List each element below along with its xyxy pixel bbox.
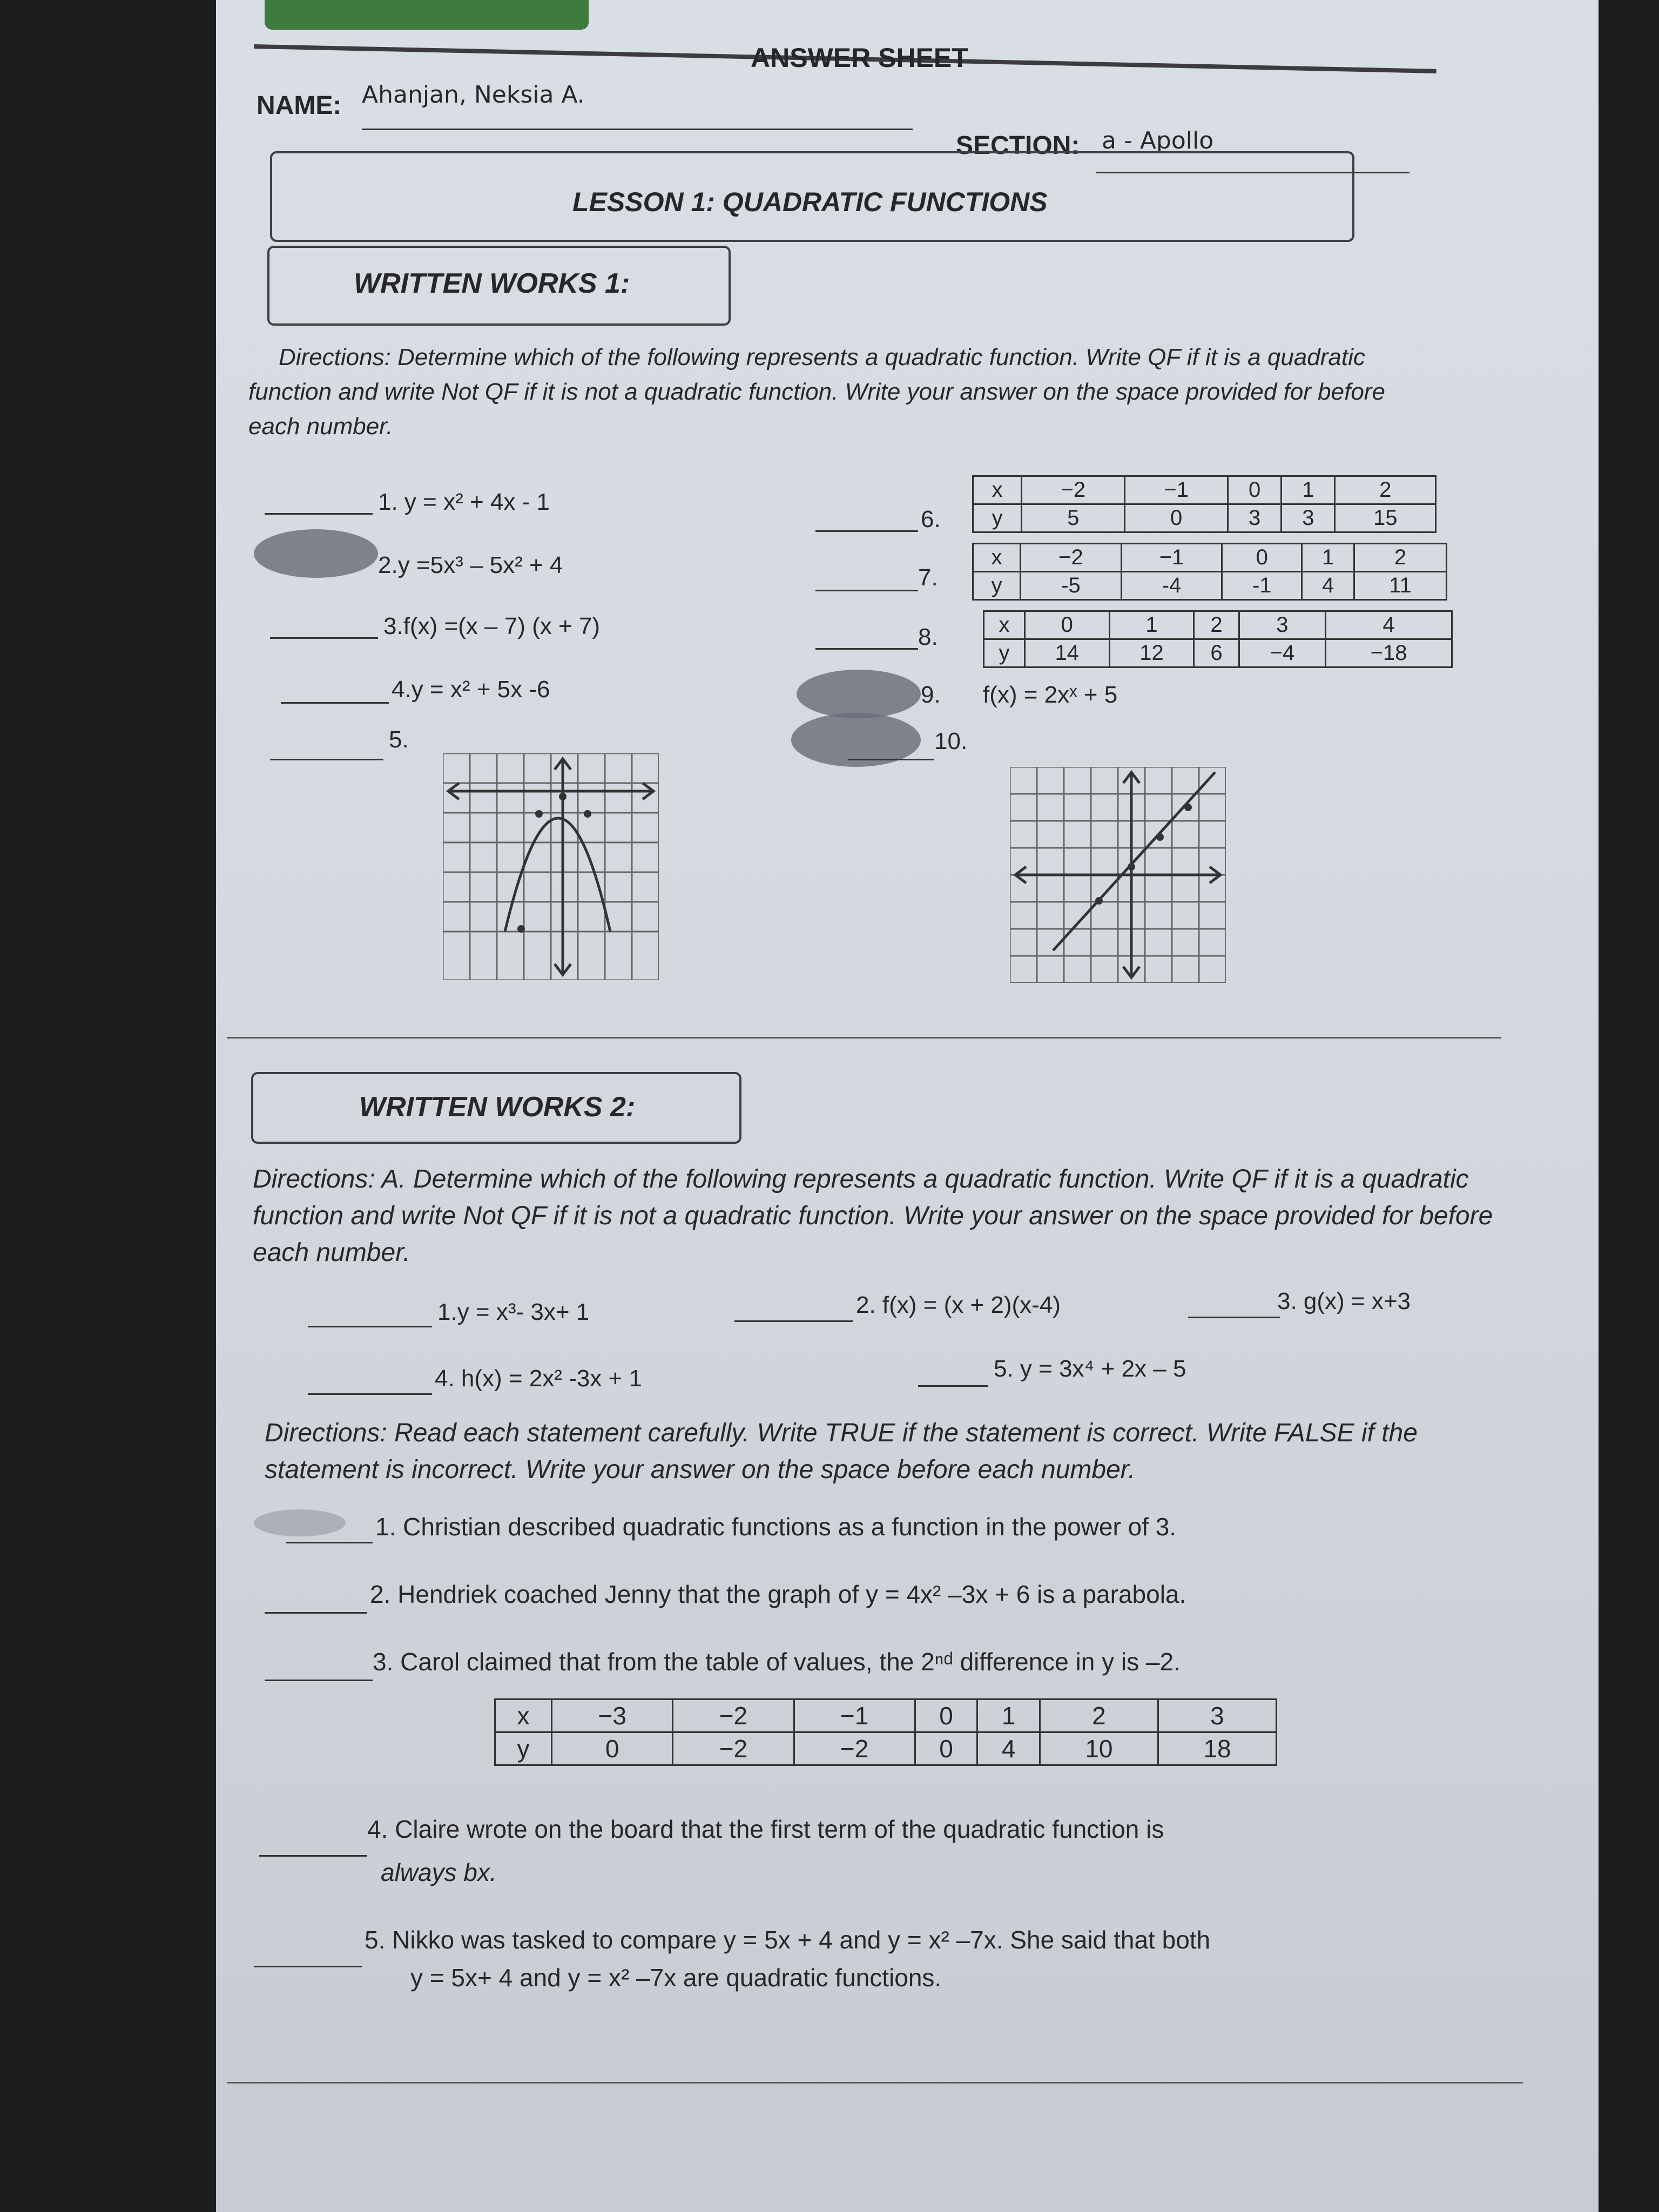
graph-10-line bbox=[1010, 767, 1226, 983]
ww1-blank-6[interactable] bbox=[815, 530, 918, 532]
ww1-label-10: 10. bbox=[934, 728, 968, 754]
ww1-item-1: 1. y = x² + 4x - 1 bbox=[378, 489, 550, 515]
bottom-border bbox=[227, 2082, 1523, 2083]
table-cell: 0 bbox=[1024, 611, 1109, 639]
tf-blank-3[interactable] bbox=[265, 1680, 373, 1681]
graph-5-parabola bbox=[443, 753, 659, 980]
name-label: NAME: bbox=[257, 91, 342, 120]
smudge bbox=[254, 1509, 346, 1536]
table-cell: 4 bbox=[1302, 572, 1354, 600]
lesson-title: LESSON 1: QUADRATIC FUNCTIONS bbox=[572, 187, 1048, 217]
table-cell: 0 bbox=[552, 1732, 673, 1765]
ww2-directions-b: Directions: Read each statement carefully. Write TRUE if the statement is correct. Write FALSE if the statement is incorrect. Write your answer on the space before each number. bbox=[265, 1419, 1418, 1484]
table-cell: 11 bbox=[1354, 572, 1447, 600]
table-cell: 0 bbox=[915, 1732, 977, 1765]
table-cell: y bbox=[984, 639, 1025, 667]
table-cell: 1 bbox=[1282, 476, 1335, 504]
table-cell: 2 bbox=[1335, 476, 1436, 504]
table-cell: −1 bbox=[1121, 544, 1222, 572]
table-cell: 0 bbox=[1222, 544, 1302, 572]
table-cell: -4 bbox=[1121, 572, 1222, 600]
ww1-blank-7[interactable] bbox=[815, 590, 918, 591]
ww1-blank-3[interactable] bbox=[270, 637, 378, 639]
table-cell: x bbox=[973, 476, 1022, 504]
tf-statement-3: 3. Carol claimed that from the table of values, the 2ⁿᵈ difference in y is –2. bbox=[373, 1648, 1181, 1676]
table-cell: -5 bbox=[1021, 572, 1122, 600]
ww1-blank-8[interactable] bbox=[815, 648, 918, 650]
ww1-blank-10[interactable] bbox=[848, 759, 934, 760]
table-cell: 15 bbox=[1335, 504, 1436, 532]
tf-statement-4: 4. Claire wrote on the board that the first term of the quadratic function is bbox=[367, 1815, 1164, 1843]
ww1-table-8 bbox=[983, 610, 1453, 668]
table-cell: −1 bbox=[1125, 476, 1228, 504]
table-cell: 4 bbox=[977, 1732, 1040, 1765]
table-cell: 4 bbox=[1326, 611, 1452, 639]
table-cell: -1 bbox=[1222, 572, 1302, 600]
ww1-item-3: 3.f(x) =(x – 7) (x + 7) bbox=[383, 613, 600, 639]
table-cell: 6 bbox=[1194, 639, 1239, 667]
ww1-label-6: 6. bbox=[921, 506, 941, 532]
ww1-blank-5[interactable] bbox=[270, 759, 383, 760]
tf-statement-5: 5. Nikko was tasked to compare y = 5x + 4 and y = x² –7x. She said that both bbox=[365, 1926, 1211, 1954]
table-cell: 5 bbox=[1022, 504, 1125, 532]
table-cell: −2 bbox=[794, 1732, 915, 1765]
table-cell: −3 bbox=[552, 1700, 673, 1732]
tf-statement-4-cont: always bx. bbox=[381, 1858, 497, 1886]
name-line bbox=[362, 129, 913, 130]
tf-statement-5-cont: y = 5x+ 4 and y = x² –7x are quadratic functions. bbox=[410, 1964, 942, 1992]
table-cell: −2 bbox=[1022, 476, 1125, 504]
table-row bbox=[495, 1732, 1277, 1765]
table-cell: 3 bbox=[1239, 611, 1325, 639]
smudge bbox=[797, 670, 921, 718]
table-row bbox=[973, 572, 1447, 600]
ww1-label-7: 7. bbox=[918, 564, 938, 591]
table-cell: 2 bbox=[1194, 611, 1239, 639]
tf-blank-2[interactable] bbox=[265, 1612, 367, 1614]
ww2-item-3: 3. g(x) = x+3 bbox=[1277, 1288, 1411, 1314]
ww1-item-9-expr: f(x) = 2xˣ + 5 bbox=[983, 682, 1118, 708]
tf-table bbox=[494, 1698, 1277, 1766]
ww2-blank-4[interactable] bbox=[308, 1393, 432, 1395]
table-cell: −2 bbox=[673, 1732, 794, 1765]
ww1-item-2: 2.y =5x³ – 5x² + 4 bbox=[378, 552, 563, 578]
table-cell: 0 bbox=[915, 1700, 977, 1732]
ww2-blank-5[interactable] bbox=[918, 1385, 988, 1387]
table-row bbox=[973, 504, 1436, 532]
table-row bbox=[984, 611, 1452, 639]
table-cell: 1 bbox=[1302, 544, 1354, 572]
table-cell: y bbox=[495, 1732, 552, 1765]
ww2-blank-1[interactable] bbox=[308, 1326, 432, 1327]
tf-blank-4[interactable] bbox=[259, 1855, 367, 1857]
table-cell: 2 bbox=[1354, 544, 1447, 572]
sheet-title: ANSWER SHEET bbox=[751, 43, 968, 73]
ww1-table-6 bbox=[972, 475, 1437, 533]
ww2-item-5: 5. y = 3x⁴ + 2x – 5 bbox=[994, 1355, 1186, 1382]
table-cell: 3 bbox=[1228, 504, 1282, 532]
table-cell: y bbox=[973, 572, 1021, 600]
table-cell: 3 bbox=[1282, 504, 1335, 532]
ww2-directions-a: Directions: A. Determine which of the following represents a quadratic function. Write QF if it is a quadratic function and write Not QF if it is not a quadratic function. Write your answer on the space provided for before each number. bbox=[253, 1165, 1493, 1267]
ww1-item-5: 5. bbox=[389, 726, 409, 753]
tf-statement-2: 2. Hendriek coached Jenny that the graph of y = 4x² –3x + 6 is a parabola. bbox=[370, 1580, 1186, 1608]
table-cell: −18 bbox=[1326, 639, 1452, 667]
table-cell: 0 bbox=[1125, 504, 1228, 532]
table-cell: 1 bbox=[977, 1700, 1040, 1732]
table-row bbox=[973, 476, 1436, 504]
table-cell: 14 bbox=[1024, 639, 1109, 667]
table-cell: −1 bbox=[794, 1700, 915, 1732]
ww1-table-7 bbox=[972, 543, 1447, 601]
table-cell: x bbox=[973, 544, 1021, 572]
table-cell: x bbox=[984, 611, 1025, 639]
table-cell: 12 bbox=[1109, 639, 1194, 667]
name-value: Ahanjan, Neksia A. bbox=[362, 81, 585, 109]
table-cell: 3 bbox=[1158, 1700, 1276, 1732]
tf-blank-5[interactable] bbox=[254, 1966, 362, 1967]
ww2-item-2: 2. f(x) = (x + 2)(x-4) bbox=[856, 1292, 1061, 1318]
ww1-label-9: 9. bbox=[921, 682, 941, 708]
tf-blank-1[interactable] bbox=[286, 1542, 373, 1543]
table-cell: −2 bbox=[673, 1700, 794, 1732]
section-divider bbox=[227, 1037, 1501, 1038]
ww2-item-1: 1.y = x³- 3x+ 1 bbox=[437, 1299, 590, 1325]
table-row bbox=[973, 544, 1447, 572]
ww2-blank-3[interactable] bbox=[1188, 1317, 1280, 1318]
smudge bbox=[254, 529, 378, 578]
ww2-item-4: 4. h(x) = 2x² -3x + 1 bbox=[435, 1365, 642, 1392]
table-cell: 1 bbox=[1109, 611, 1194, 639]
ww2-title: WRITTEN WORKS 2: bbox=[359, 1091, 636, 1123]
section-label: SECTION: bbox=[956, 131, 1080, 160]
ww1-label-8: 8. bbox=[918, 624, 938, 650]
ww1-item-4: 4.y = x² + 5x -6 bbox=[392, 676, 550, 703]
table-cell: 10 bbox=[1040, 1732, 1158, 1765]
table-row bbox=[984, 639, 1452, 667]
section-value: a - Apollo bbox=[1102, 127, 1214, 154]
ww1-directions: Directions: Determine which of the following represents a quadratic function. Write QF if it is a quadratic function and write Not QF if it is not a quadratic function. Write your answer on the space provided for before each number. bbox=[248, 344, 1385, 440]
folder-tab bbox=[265, 0, 589, 30]
table-cell: y bbox=[973, 504, 1022, 532]
table-cell: 18 bbox=[1158, 1732, 1276, 1765]
table-cell: −4 bbox=[1239, 639, 1325, 667]
ww1-title: WRITTEN WORKS 1: bbox=[354, 268, 630, 299]
ww1-blank-4[interactable] bbox=[281, 702, 389, 704]
table-cell: x bbox=[495, 1700, 552, 1732]
table-cell: −2 bbox=[1021, 544, 1122, 572]
ww1-blank-1[interactable] bbox=[265, 513, 373, 515]
table-cell: 0 bbox=[1228, 476, 1282, 504]
ww2-blank-2[interactable] bbox=[734, 1320, 853, 1322]
table-row bbox=[495, 1700, 1277, 1732]
table-cell: 2 bbox=[1040, 1700, 1158, 1732]
tf-statement-1: 1. Christian described quadratic functions as a function in the power of 3. bbox=[375, 1513, 1177, 1541]
